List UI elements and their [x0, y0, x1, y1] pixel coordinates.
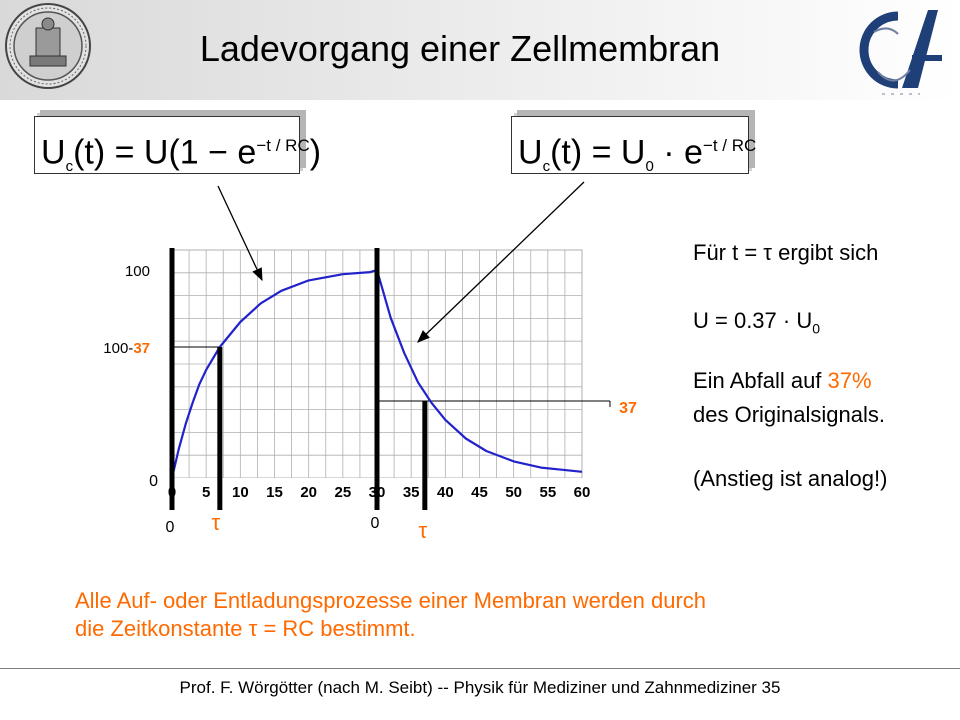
x-tick-label: 20 — [300, 484, 318, 501]
x-tick-label: 30 — [368, 484, 386, 501]
x-tick-label: 5 — [201, 484, 211, 501]
x-tick-label: 0 — [167, 484, 177, 501]
tau-label-discharging: τ — [418, 518, 428, 543]
y-label-mid: 100-37 — [103, 339, 150, 357]
side-text-line-3 — [693, 368, 872, 394]
x-tick-label: 60 — [573, 484, 591, 501]
x-tick-label: 45 — [471, 484, 488, 501]
side-text-equation: U = 0.37 · U — [693, 308, 813, 333]
side-text-line-4: des Originalsignals. — [693, 402, 885, 427]
slide-footer: Prof. F. Wörgötter (nach M. Seibt) -- Physik für Mediziner und Zahnmediziner 35 — [179, 678, 781, 697]
formula-lhs-sub: c — [542, 158, 551, 176]
x-tick-label: 15 — [266, 484, 283, 501]
side-text-line-1: Für t = τ ergibt sich — [693, 240, 879, 265]
formula-args: (t) = U(1 − e — [73, 133, 257, 172]
bottom-statement-line-1: Alle Auf- oder Entladungsprozesse einer Membran werden durch — [75, 588, 707, 613]
y-label-top: 100 — [124, 263, 150, 280]
start-label-charging: 0 — [165, 519, 175, 536]
start-label-discharging: 0 — [370, 515, 380, 532]
formula-lhs: U — [518, 133, 543, 172]
formula-exponent: −t / RC — [256, 136, 310, 155]
slide-title: Ladevorgang einer Zellmembran — [199, 28, 721, 69]
x-tick-label: 40 — [436, 484, 454, 501]
footer-divider — [0, 668, 960, 669]
formula-close: ) — [309, 133, 322, 172]
bottom-statement — [75, 587, 706, 643]
tau-label-charging: τ — [211, 510, 221, 535]
side-text-prefix: Ein Abfall auf — [693, 368, 828, 393]
x-tick-label: 10 — [231, 484, 249, 501]
side-text-subscript: 0 — [812, 320, 821, 337]
bottom-statement-line-2: die Zeitkonstante τ = RC bestimmt. — [75, 616, 416, 641]
side-text-line-5: (Anstieg ist analog!) — [693, 466, 888, 491]
time-markers — [172, 248, 425, 510]
side-text-highlight: 37% — [827, 368, 872, 393]
x-tick-label: 25 — [334, 484, 352, 501]
reference-lines — [172, 347, 610, 407]
x-tick-label: 35 — [402, 484, 420, 501]
side-text-line-2 — [693, 308, 820, 341]
right-label-37: 37 — [619, 400, 637, 418]
formula-lhs-sub: c — [65, 158, 74, 176]
x-tick-label: 50 — [505, 484, 523, 501]
formula-args-sub: 0 — [645, 158, 654, 176]
formula-lhs: U — [41, 133, 66, 172]
x-tick-label: 55 — [539, 484, 557, 501]
formula-exponent: −t / RC — [702, 136, 757, 155]
formula-args: (t) = U — [550, 133, 646, 172]
formula-mid: · e — [653, 133, 703, 172]
y-label-bottom: 0 — [149, 473, 158, 490]
